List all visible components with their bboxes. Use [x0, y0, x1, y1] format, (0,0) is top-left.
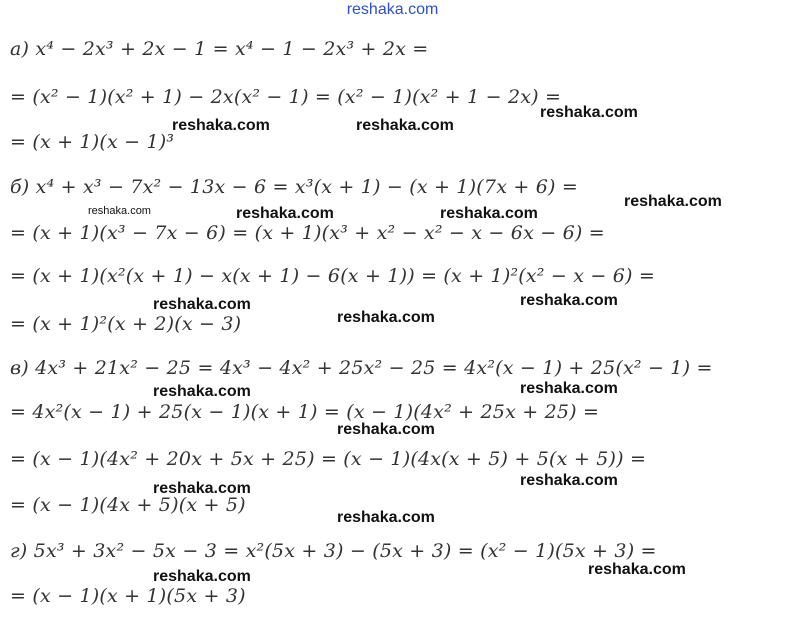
watermark: reshaka.com — [624, 193, 722, 210]
watermark: reshaka.com — [337, 421, 435, 438]
watermark: reshaka.com — [337, 309, 435, 326]
solution-line: = (x + 1)(x − 1)³ — [10, 131, 175, 153]
watermark: reshaka.com — [588, 561, 686, 578]
solution-line: = (x − 1)(x + 1)(5x + 3) — [10, 585, 246, 607]
solution-line: = (x − 1)(4x + 5)(x + 5) — [10, 494, 246, 516]
solution-line: г) 5x³ + 3x² − 5x − 3 = x²(5x + 3) − (5x + 3) = (x² − 1)(5x + 3) = — [10, 540, 657, 562]
solution-line: = (x + 1)²(x + 2)(x − 3) — [10, 313, 242, 335]
solution-line: а) x⁴ − 2x³ + 2x − 1 = x⁴ − 1 − 2x³ + 2x = — [10, 38, 429, 60]
watermark: reshaka.com — [172, 117, 270, 134]
watermark: reshaka.com — [153, 480, 251, 497]
solution-line: б) x⁴ + x³ − 7x² − 13x − 6 = x³(x + 1) − (x + 1)(7x + 6) = — [10, 176, 578, 198]
solution-line: = 4x²(x − 1) + 25(x − 1)(x + 1) = (x − 1)(4x² + 25x + 25) = — [10, 401, 600, 423]
watermark: reshaka.com — [153, 568, 251, 585]
solution-line: = (x + 1)(x³ − 7x − 6) = (x + 1)(x³ + x² − x² − x − 6x − 6) = — [10, 222, 605, 244]
watermark: reshaka.com — [153, 383, 251, 400]
watermark: reshaka.com — [520, 472, 618, 489]
watermark: reshaka.com — [236, 205, 334, 222]
site-header[interactable]: reshaka.com — [346, 1, 439, 18]
watermark: reshaka.com — [88, 205, 151, 217]
watermark: reshaka.com — [440, 205, 538, 222]
solution-line: = (x² − 1)(x² + 1) − 2x(x² − 1) = (x² − 1)(x² + 1 − 2x) = — [10, 86, 562, 108]
solution-line: в) 4x³ + 21x² − 25 = 4x³ − 4x² + 25x² − 25 = 4x²(x − 1) + 25(x² − 1) = — [10, 357, 713, 379]
watermark: reshaka.com — [520, 292, 618, 309]
watermark: reshaka.com — [153, 296, 251, 313]
watermark: reshaka.com — [337, 509, 435, 526]
watermark: reshaka.com — [540, 104, 638, 121]
watermark: reshaka.com — [356, 117, 454, 134]
watermark: reshaka.com — [520, 380, 618, 397]
solution-line: = (x − 1)(4x² + 20x + 5x + 25) = (x − 1)(4x(x + 5) + 5(x + 5)) = — [10, 448, 647, 470]
solution-line: = (x + 1)(x²(x + 1) − x(x + 1) − 6(x + 1)) = (x + 1)²(x² − x − 6) = — [10, 265, 655, 287]
